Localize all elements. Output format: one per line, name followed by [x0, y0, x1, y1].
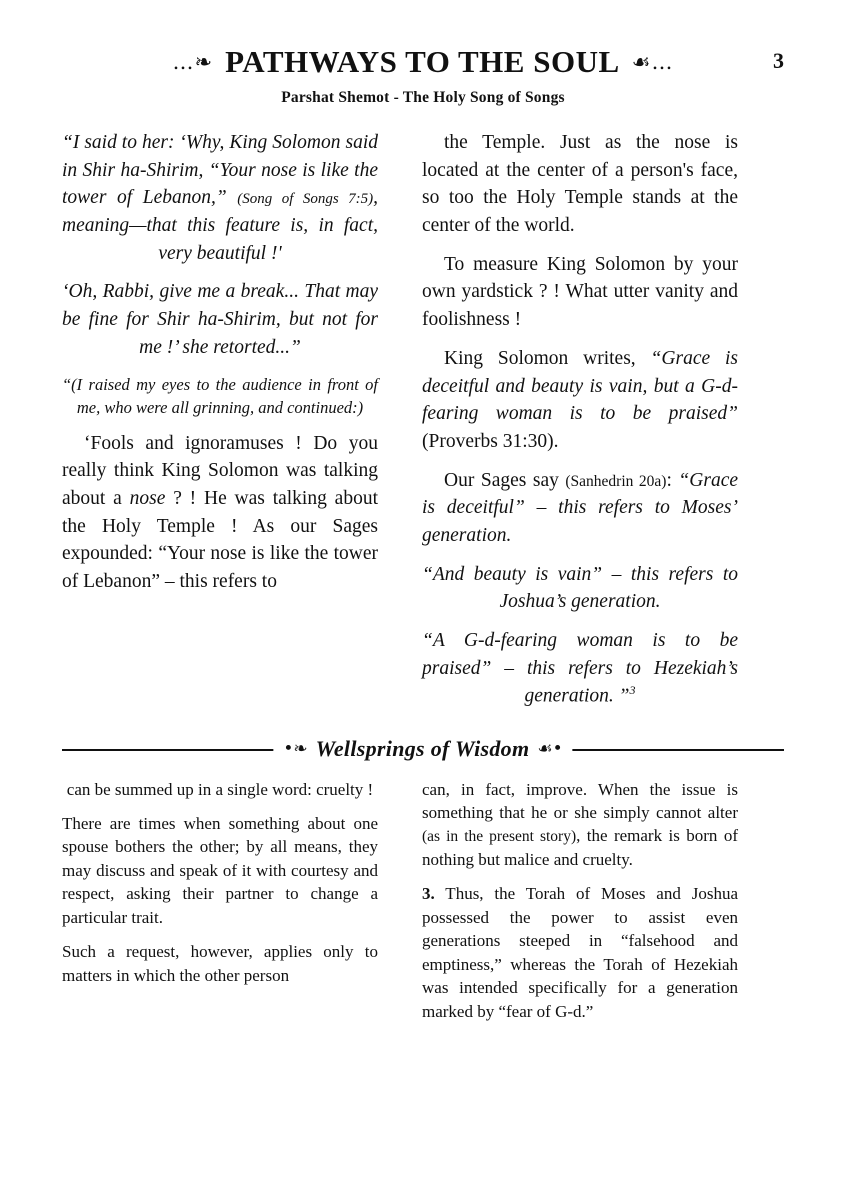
- note-such-request: [62, 940, 378, 987]
- citation-run: (Song of Songs 7:5): [237, 191, 374, 208]
- header-title-line: [62, 44, 784, 80]
- text-run: :: [666, 469, 679, 491]
- text-run: Thus, the Torah of Moses and Joshua possessed the power to assist even generations steeped in “falsehood and emptiness,” whereas the Torah of Hezekiah was intended specifically for a generation marked by “fear of G-d.”: [422, 884, 738, 1021]
- notes-body: [62, 778, 784, 1035]
- text-run-italic: ‘Oh, Rabbi, give me a break... That may be fine for Shir ha-Shirim, but not for me !’ she retorted...”: [62, 281, 378, 358]
- citation-run: (as in the present story): [422, 828, 577, 846]
- page-subtitle: Parshat Shemot - The Holy Song of Songs: [281, 89, 565, 106]
- citation-run: (Sanhedrin 20a): [565, 472, 667, 490]
- text-run: ? ! He was talking about the Holy Temple ! As our Sages expounded: “Your nose is like the tower of Lebanon” – this refers to: [62, 488, 378, 593]
- notes-right-column: [400, 778, 738, 1035]
- note-can-improve: [422, 778, 738, 872]
- divider-ornament-right-icon: ☙•: [537, 738, 563, 759]
- main-right-column: [400, 129, 738, 722]
- paragraph-beauty-vain: [422, 561, 738, 616]
- text-run: the Temple. Just as the nose is located at the center of a person's face, so too the Holy Temple stands at the center of the world.: [422, 132, 738, 237]
- ornament-left-icon: …❧: [172, 50, 214, 74]
- paragraph-fools: [62, 430, 378, 596]
- text-run-italic: “I said to her: ‘Why, King Solomon said in Shir ha-Shirim, “Your nose is like the tower of Lebanon,”: [62, 132, 378, 209]
- audience-aside: [62, 373, 378, 419]
- text-run: ‘Fools and ignoramuses ! Do you really think King Solomon was talking about a: [62, 432, 378, 510]
- divider-title: Wellsprings of Wisdom: [315, 735, 530, 761]
- quote-nose-tower: [62, 129, 378, 267]
- text-run: King Solomon writes,: [444, 347, 651, 369]
- text-run: To measure King Solomon by your own yardstick ? ! What utter vanity and foolishness !: [422, 253, 738, 331]
- text-run-italic: nose: [129, 488, 166, 510]
- main-body: [62, 129, 784, 722]
- text-run-italic: “Grace is deceitful and beauty is vain, but a G-d-fearing woman is to be praised”: [422, 347, 738, 425]
- aside-run: “(I raised my eyes to the audience in front of me, who were all grinning, and continued:): [62, 374, 378, 417]
- paragraph-sages-say: [422, 467, 738, 550]
- quote-oh-rabbi: [62, 278, 378, 361]
- text-run: can, in fact, improve. When the issue is something that he or she simply cannot alter: [422, 779, 738, 823]
- text-run: Such a request, however, applies only to matters in which the other person: [62, 942, 378, 985]
- ornament-right-icon: ☙…: [631, 50, 674, 74]
- paragraph-grace-deceitful: [422, 345, 738, 456]
- note-footnote-3: [422, 882, 738, 1023]
- section-divider: [62, 736, 784, 770]
- notes-left-column: [62, 778, 400, 1035]
- note-cruelty: [62, 778, 378, 801]
- footnote-marker: 3: [629, 683, 636, 698]
- divider-ornament-left-icon: •❧: [283, 738, 308, 759]
- text-run-italic: “A G-d-fearing woman is to be praised” – this refers to Hezekiah’s generation. ”: [422, 630, 738, 707]
- paragraph-temple-center: [422, 129, 738, 240]
- page-number: 3: [773, 48, 784, 73]
- text-run-italic: “And beauty is vain” – this refers to Joshua’s generation.: [422, 563, 738, 613]
- paragraph-god-fearing: [422, 627, 738, 711]
- text-run: can be summed up in a single word: cruelty !: [66, 779, 374, 799]
- note-number: 3.: [422, 884, 435, 904]
- text-run: , the remark is born of nothing but malice and cruelty.: [422, 826, 738, 869]
- note-spouse-bothers: [62, 812, 378, 929]
- text-run: There are times when something about one spouse bothers the other; by all means, they may discuss and speak of it with courtesy and respect, asking their partner to change a particular trait.: [62, 814, 378, 927]
- paragraph-measure-solomon: [422, 251, 738, 334]
- page-header: [62, 0, 784, 107]
- text-run-italic: “Grace is deceitful” – this refers to Moses’ generation.: [422, 469, 738, 546]
- text-run-italic: , meaning—that this feature is, in fact, very beautiful !': [62, 187, 378, 264]
- main-left-column: [62, 129, 400, 722]
- divider-label: [273, 736, 572, 762]
- text-run: Our Sages say: [444, 469, 566, 491]
- text-run: (Proverbs 31:30).: [422, 430, 559, 452]
- page-title: PATHWAYS TO THE SOUL: [225, 44, 620, 79]
